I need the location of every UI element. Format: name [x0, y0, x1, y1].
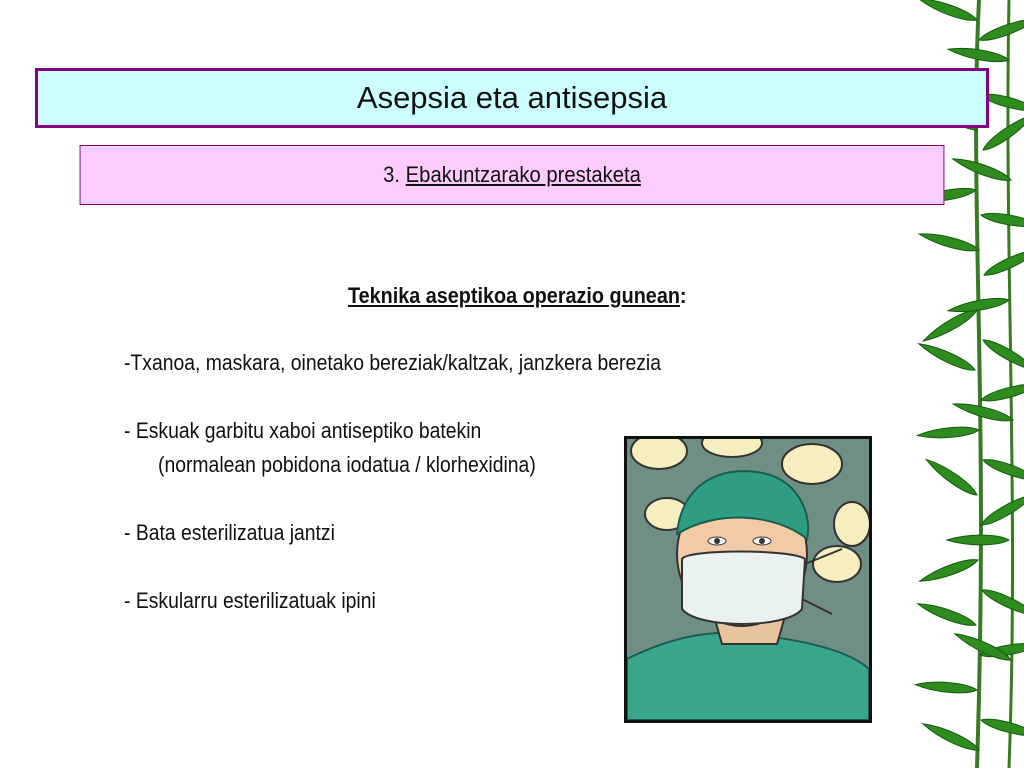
surgeon-illustration	[624, 436, 872, 723]
surgeon-icon	[627, 439, 869, 720]
bullet-item-4: - Eskularru esterilizatuak ipini	[124, 588, 376, 613]
slide-title: Asepsia eta antisepsia	[356, 80, 668, 115]
subtitle-text: Ebakuntzarako prestaketa	[405, 162, 641, 187]
heading-colon: :	[679, 283, 687, 308]
bullet-item-2: - Eskuak garbitu xaboi antiseptiko batekin	[124, 418, 482, 443]
subtitle-number: 3.	[383, 162, 401, 187]
slide-subtitle-box	[80, 145, 945, 205]
bullet-item-2-detail: (normalean pobidona iodatua / klorhexidina)	[158, 452, 536, 477]
section-heading	[348, 283, 687, 309]
heading-text: Teknika aseptikoa operazio gunean	[348, 283, 680, 308]
bullet-item-3: - Bata esterilizatua jantzi	[124, 520, 335, 545]
bullet-item-1: -Txanoa, maskara, oinetako bereziak/kaltzak, janzkera berezia	[124, 350, 661, 375]
slide-title-box	[35, 68, 989, 128]
